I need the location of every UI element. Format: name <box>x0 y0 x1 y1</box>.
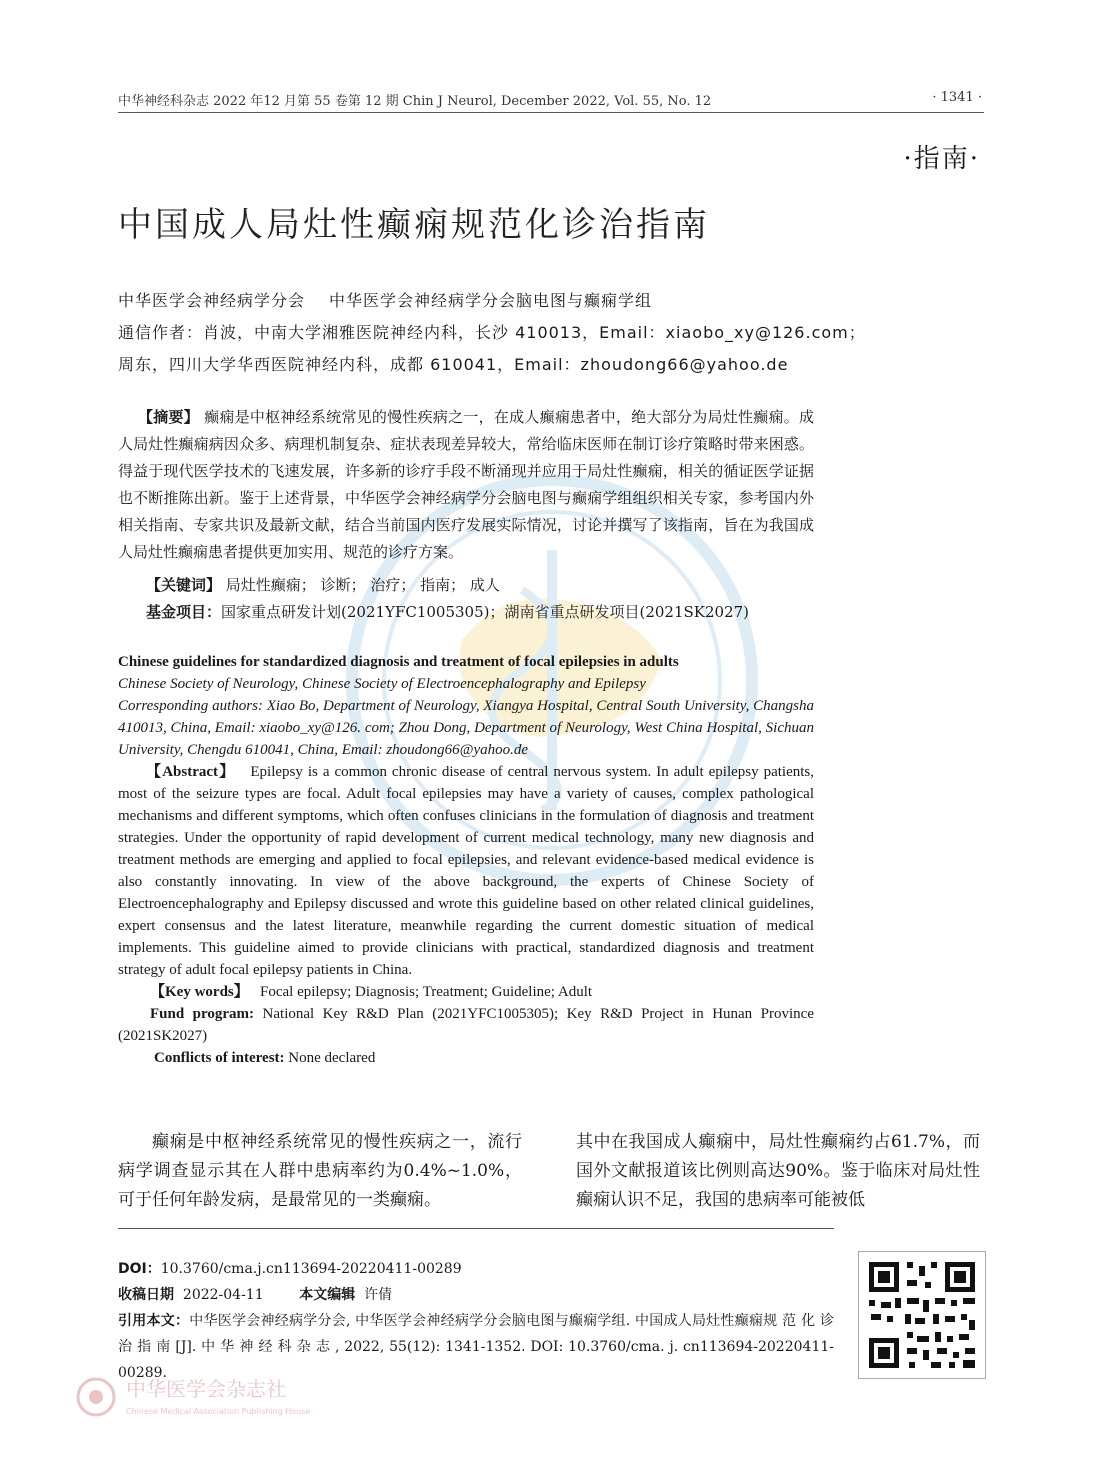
cn-keywords <box>146 572 814 599</box>
publisher-name-en: Chinese Medical Association Publishing House <box>126 1407 311 1416</box>
received-label: 收稿日期 <box>118 1287 174 1303</box>
en-authors: Chinese Society of Neurology, Chinese Society of Electroencephalography and Epilepsy <box>118 676 646 692</box>
corresponding-line-2: 周东，四川大学华西医院神经内科，成都 610041，Email：zhoudong66@yahoo.de <box>118 355 789 374</box>
en-keywords-text: Focal epilepsy; Diagnosis; Treatment; Guideline; Adult <box>260 984 593 1000</box>
en-conflicts-text: None declared <box>288 1050 376 1066</box>
doi-label: DOI： <box>118 1261 161 1277</box>
en-fund-label: Fund program: <box>150 1006 255 1022</box>
en-abstract-text: Epilepsy is a common chronic disease of central nervous system. In adult epilepsy patients, most of the seizure types are focal. Adult focal epilepsies may have a variety of causes, complex pathological mechanisms and different symptoms, which often confuses clinicians in the formulation of diagnosis and treatment strategies. Under the opportunity of rapid development of current medical technology, many new diagnosis and treatment methods are emerging and applied to focal epilepsies, and relevant evidence-based medical evidence is also constantly innovating. In view of the above background, the experts of Chinese Society of Electroencephalography and Epilepsy discussed and wrote this guideline based on other related clinical guidelines, expert consensus and the latest literature, meanwhile regarding the current domestic situation of medical implements. This guideline aimed to provide clinicians with practical, standardized diagnosis and treatment strategy of adult focal epilepsy patients in China. <box>118 764 815 978</box>
en-fund-text: National Key R&D Plan (2021YFC1005305); Key R&D Project in Hunan Province (2021SK2027) <box>118 1006 814 1044</box>
publisher-name: 中华医学会杂志社 <box>126 1377 286 1401</box>
citation-text: 中华医学会神经病学分会, 中华医学会神经病学分会脑电图与癫痫学组. 中国成人局灶性癫痫规 范 化 诊 治 指 南 [J]. 中 华 神 经 科 杂 志 , 2022, 55(12): 1341-1352. DOI: 10.3760/cma. j. cn113694-20220411-00289. <box>118 1313 835 1381</box>
author-org-2: 中华医学会神经病学分会脑电图与癫痫学组 <box>329 291 653 310</box>
en-fund <box>118 1003 814 1047</box>
english-abstract <box>118 651 814 1069</box>
en-abstract-label: 【Abstract】 <box>146 764 236 780</box>
chinese-abstract <box>118 404 814 626</box>
author-block <box>118 285 866 381</box>
cn-abstract-text: 癫痫是中枢神经系统常见的慢性疾病之一，在成人癫痫患者中，绝大部分为局灶性癫痫。成人局灶性癫痫病因众多、病理机制复杂、症状表现差异较大，常给临床医师在制订诊疗策略时带来困惑。得益于现代医学技术的飞速发展，许多新的诊疗手段不断涌现并应用于局灶性癫痫，相关的循证医学证据也不断推陈出新。鉴于上述背景，中华医学会神经病学分会脑电图与癫痫学组组织相关专家，参考国内外相关指南、专家共识及最新文献，结合当前国内医疗发展实际情况，讨论并撰写了该指南，旨在为我国成人局灶性癫痫患者提供更加实用、规范的诊疗方案。 <box>118 408 814 561</box>
footer-rule <box>118 1228 834 1229</box>
header-rule <box>118 112 984 113</box>
cn-fund-text: 国家重点研发计划(2021YFC1005305)；湖南省重点研发项目(2021SK2027) <box>221 603 750 621</box>
received-line <box>118 1282 834 1308</box>
article-footer <box>118 1256 834 1386</box>
qr-code[interactable] <box>858 1251 986 1379</box>
corresponding-line-1: 通信作者：肖波，中南大学湘雅医院神经内科，长沙 410013，Email：xiaobo_xy@126.com； <box>118 323 866 342</box>
doi-value[interactable]: 10.3760/cma.j.cn113694-20220411-00289 <box>160 1261 462 1277</box>
en-conflicts <box>118 1047 814 1069</box>
cn-keywords-label: 【关键词】 <box>146 576 222 594</box>
en-title: Chinese guidelines for standardized diagnosis and treatment of focal epilepsies in adults <box>118 654 679 670</box>
cn-abstract-label: 【摘要】 <box>138 408 200 426</box>
author-org-1: 中华医学会神经病学分会 <box>118 291 306 310</box>
en-conflicts-label: Conflicts of interest: <box>154 1050 285 1066</box>
cn-fund-label: 基金项目： <box>146 603 222 621</box>
received-date: 2022-04-11 <box>182 1287 264 1303</box>
cn-keywords-text: 局灶性癫痫； 诊断； 治疗； 指南； 成人 <box>225 576 500 594</box>
en-corresponding: Corresponding authors: Xiao Bo, Department of Neurology, Xiangya Hospital, Central South University, Changsha 410013, China, Email: xiaobo_xy@126. com; Zhou Dong, Department of Neurology, West China Hospital, Sichuan University, Chengdu 610041, China, Email: zhoudong66@yahoo.de <box>118 698 814 758</box>
cn-fund <box>146 599 814 626</box>
editor-name: 许倩 <box>364 1287 393 1303</box>
en-abstract <box>118 761 814 981</box>
en-keywords-label: 【Key words】 <box>150 984 249 1000</box>
section-tag: ·指南· <box>903 144 980 174</box>
editor-label: 本文编辑 <box>299 1287 356 1303</box>
body-column-right: 其中在我国成人癫痫中，局灶性癫痫约占61.7%，而国外文献报道该比例则高达90%。鉴于临床对局灶性癫痫认识不足，我国的患病率可能被低 <box>576 1132 980 1210</box>
citation-label: 引用本文： <box>118 1313 190 1329</box>
en-keywords <box>118 981 814 1003</box>
running-header-journal: 中华神经科杂志 2022 年12 月第 55 卷第 12 期 Chin J Neurol, December 2022, Vol. 55, No. 12 <box>118 94 712 109</box>
publisher-logo <box>74 1372 494 1422</box>
article-title: 中国成人局灶性癫痫规范化诊治指南 <box>118 205 710 245</box>
page-number: · 1341 · <box>932 90 982 105</box>
body-column-left: 癫痫是中枢神经系统常见的慢性疾病之一，流行病学调查显示其在人群中患病率约为0.4%~1.0%，可于任何年龄发病，是最常见的一类癫痫。 <box>118 1132 522 1210</box>
doi-line <box>118 1256 834 1282</box>
